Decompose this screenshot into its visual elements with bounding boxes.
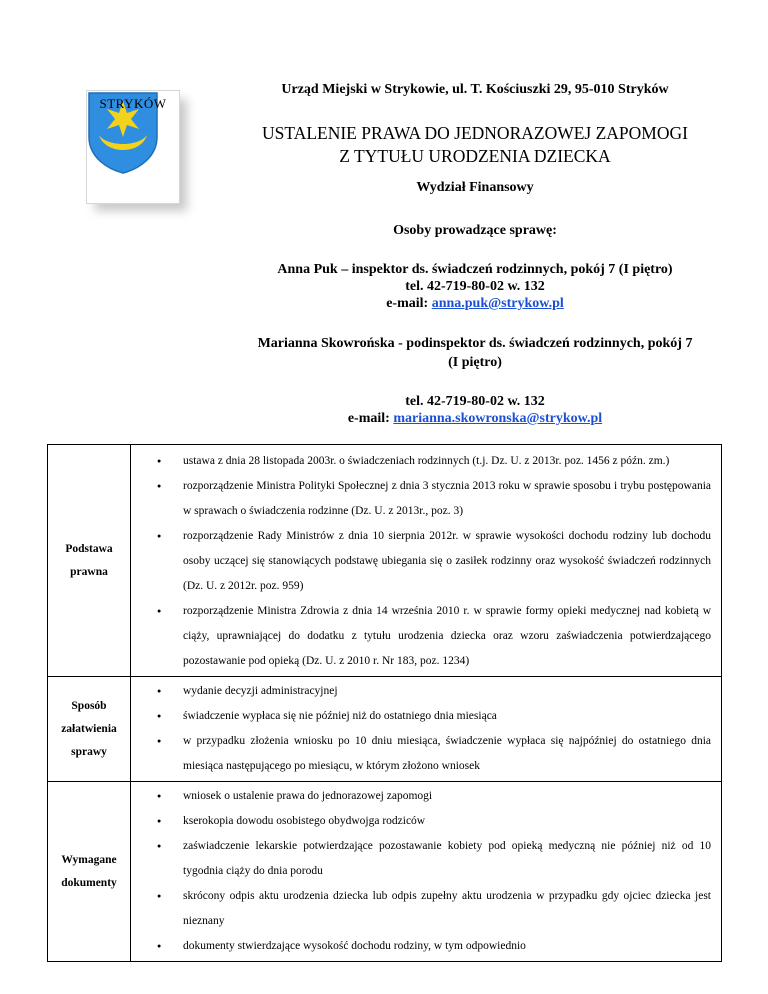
list-item: ● skrócony odpis aktu urodzenia dziecka lub odpis zupełny aktu urodzenia w przypadku gdy ojciec dziecka jest nieznany bbox=[131, 884, 711, 934]
contact-1-email-row bbox=[230, 296, 720, 312]
contact-2-name: Marianna Skowrońska - podinspektor ds. świadczeń rodzinnych, pokój 7 bbox=[257, 336, 693, 351]
list-item: ● wniosek o ustalenie prawa do jednorazowej zapomogi bbox=[131, 784, 711, 809]
legal-basis-list-cell bbox=[131, 445, 722, 677]
contacts-heading: Osoby prowadzące sprawę: bbox=[393, 223, 557, 238]
department: Wydział Finansowy bbox=[416, 180, 534, 195]
label-line: załatwienia bbox=[61, 722, 117, 735]
list-item: ● świadczenie wypłaca się nie później niż do ostatniego dnia miesiąca bbox=[131, 704, 711, 729]
contact-1-phone: tel. 42-719-80-02 w. 132 bbox=[405, 279, 545, 294]
table-row-documents bbox=[48, 782, 722, 962]
label-procedure bbox=[48, 677, 131, 782]
label-line: Sposób bbox=[71, 699, 107, 712]
label-line: dokumenty bbox=[61, 876, 117, 889]
list-item: ● dokumenty stwierdzające wysokość dochodu rodziny, w tym odpowiednio bbox=[131, 934, 711, 959]
list-item: ● rozporządzenie Ministra Polityki Społecznej z dnia 3 stycznia 2013 roku w sprawie sposobu i trybu postępowania w sprawach o świadczenia rodzinne (Dz. U. z 2013r., poz. 3) bbox=[131, 474, 711, 524]
documents-list-cell bbox=[131, 782, 722, 962]
contact-1-email-label: e-mail: bbox=[386, 296, 432, 311]
page-title bbox=[230, 122, 720, 168]
contact-1-email-link[interactable]: anna.puk@strykow.pl bbox=[431, 296, 564, 311]
list-item: ● w przypadku złożenia wniosku po 10 dniu miesiąca, świadczenie wypłaca się najpóźniej do ostatniego dnia miesiąca następującego po miesiącu, w którym złożono wniosek bbox=[131, 729, 711, 779]
label-legal-basis bbox=[48, 445, 131, 677]
procedure-list bbox=[131, 677, 721, 781]
list-item: ● ustawa z dnia 28 listopada 2003r. o świadczeniach rodzinnych (t.j. Dz. U. z 2013r. poz. 1456 z późn. zm.) bbox=[131, 449, 711, 474]
list-item: ● zaświadczenie lekarskie potwierdzające pozostawanie kobiety pod opieką medyczną nie później niż od 10 tygodnia ciąży do dnia porodu bbox=[131, 834, 711, 884]
contact-2-email-link[interactable]: marianna.skowronska@strykow.pl bbox=[393, 411, 603, 426]
contact-2-room: (I piętro) bbox=[448, 355, 502, 370]
info-table bbox=[47, 444, 722, 962]
contact-2-email-label: e-mail: bbox=[347, 411, 394, 426]
documents-list bbox=[131, 782, 721, 961]
contact-2-phone: tel. 42-719-80-02 w. 132 bbox=[405, 394, 545, 409]
list-item: ● wydanie decyzji administracyjnej bbox=[131, 679, 711, 704]
table-row-procedure bbox=[48, 677, 722, 782]
list-item: ● rozporządzenie Ministra Zdrowia z dnia 14 września 2010 r. w sprawie formy opieki medycznej nad kobietą w ciąży, uprawniającej do dodatku z tytułu urodzenia dziecka oraz wzoru zaświadczenia potwierdzającego pozostawanie pod opieką (Dz. U. z 2010 r. Nr 183, poz. 1234) bbox=[131, 599, 711, 674]
label-line: prawna bbox=[70, 565, 108, 578]
list-item: ● kserokopia dowodu osobistego obydwojga rodziców bbox=[131, 809, 711, 834]
title-line-2: Z TYTUŁU URODZENIA DZIECKA bbox=[339, 146, 611, 166]
label-line: Wymagane bbox=[61, 853, 117, 866]
title-line-1: USTALENIE PRAWA DO JEDNORAZOWEJ ZAPOMOGI bbox=[262, 123, 688, 143]
town-crest bbox=[86, 90, 180, 204]
crest-title: STRYKÓW bbox=[99, 96, 167, 111]
label-documents bbox=[48, 782, 131, 962]
list-item: ● rozporządzenie Rady Ministrów z dnia 10 sierpnia 2012r. w sprawie wysokości dochodu rodziny lub dochodu osoby uczącej się stanowiących podstawę ubiegania się o zasiłek rodzinny oraz wysokość świadczeń rodzinnych (Dz. U. z 2012r. poz. 959) bbox=[131, 524, 711, 599]
contact-1-name: Anna Puk – inspektor ds. świadczeń rodzinnych, pokój 7 (I piętro) bbox=[277, 262, 673, 277]
contact-2-email-row bbox=[230, 411, 720, 427]
table-row-legal-basis bbox=[48, 445, 722, 677]
legal-basis-list bbox=[131, 445, 721, 676]
label-line: sprawy bbox=[71, 745, 107, 758]
office-address: Urząd Miejski w Strykowie, ul. T. Kościuszki 29, 95-010 Stryków bbox=[281, 82, 669, 97]
label-line: Podstawa bbox=[65, 542, 113, 555]
procedure-list-cell bbox=[131, 677, 722, 782]
